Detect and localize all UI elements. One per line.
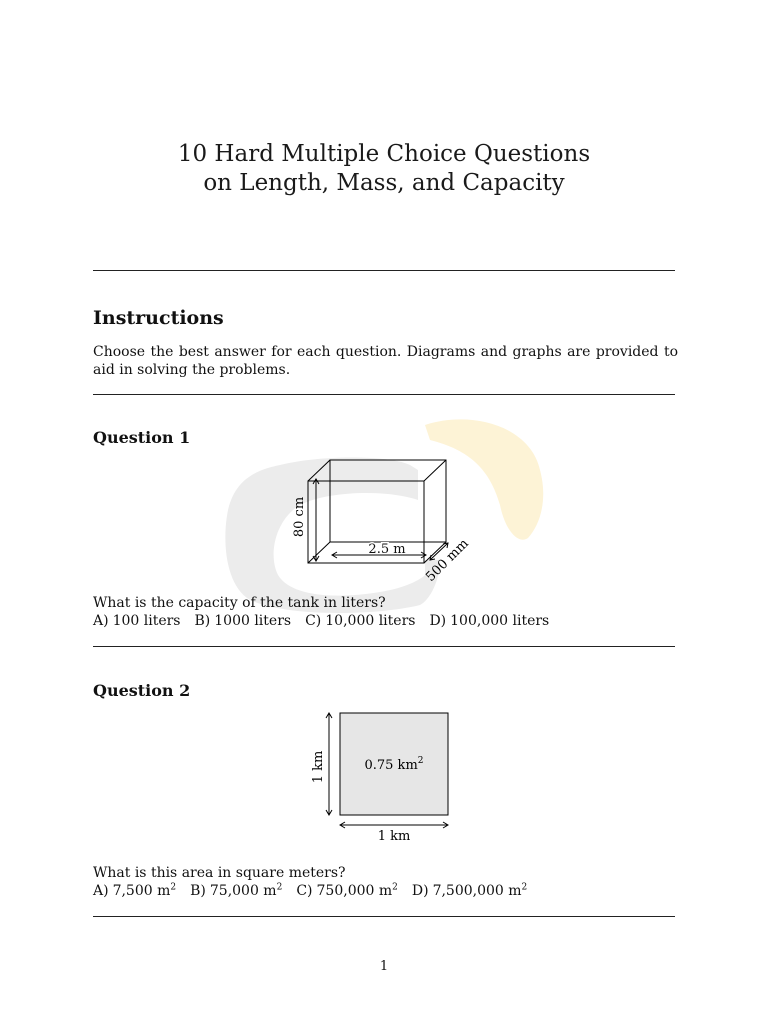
choice-text: 75,000 m [209, 883, 277, 899]
choice-letter: A) [93, 883, 109, 899]
choice-text: 7,500 m [112, 883, 171, 899]
choice-text: 7,500,000 m [432, 883, 522, 899]
choice-c[interactable] [305, 613, 415, 629]
tank-diagram [280, 455, 490, 585]
document-title-line-1: 10 Hard Multiple Choice Questions [177, 141, 591, 167]
document-title-line-2: on Length, Mass, and Capacity [203, 170, 565, 196]
choice-text: 750,000 m [316, 883, 393, 899]
choice-b[interactable] [195, 613, 292, 629]
question-2-heading: Question 2 [93, 681, 191, 700]
instructions-text: Choose the best answer for each question. Diagrams and graphs are provided to aid in solving the problems. [93, 344, 678, 378]
choice-a[interactable] [93, 613, 181, 629]
choice-letter: D) [429, 613, 447, 629]
area-value: 0.75 km [364, 758, 418, 773]
tank-length-label: 2.5 m [368, 542, 406, 557]
choice-letter: D) [411, 883, 429, 899]
choice-letter: C) [296, 883, 313, 899]
choice-superscript: 2 [521, 882, 528, 893]
divider [93, 394, 675, 395]
tank-depth-label: 500 mm [423, 536, 472, 585]
choice-superscript: 2 [392, 882, 398, 893]
choice-letter: B) [194, 613, 211, 629]
instructions-heading: Instructions [93, 307, 224, 329]
choice-letter: A) [93, 613, 109, 629]
question-1-text: What is the capacity of the tank in liters? [93, 595, 386, 611]
choice-b[interactable] [190, 883, 282, 899]
question-2-choices [93, 883, 527, 899]
choice-d[interactable] [412, 883, 527, 899]
square-side-label: 1 km [311, 750, 326, 784]
choice-text: 100 liters [112, 613, 181, 629]
choice-c[interactable] [296, 883, 398, 899]
question-1-choices [93, 613, 549, 629]
choice-text: 1000 liters [214, 613, 292, 629]
choice-a[interactable] [93, 883, 176, 899]
square-area-diagram [300, 705, 470, 850]
page-number: 1 [379, 959, 389, 974]
square-area-label [364, 756, 423, 773]
square-bottom-label: 1 km [377, 829, 411, 844]
divider [93, 646, 675, 647]
question-1-heading: Question 1 [93, 428, 191, 447]
area-superscript: 2 [417, 756, 424, 766]
choice-superscript: 2 [170, 882, 177, 893]
choice-text: 100,000 liters [450, 613, 550, 629]
choice-text: 10,000 liters [325, 613, 416, 629]
choice-letter: C) [305, 613, 322, 629]
question-2-text: What is this area in square meters? [93, 865, 346, 881]
tank-height-label: 80 cm [292, 496, 307, 538]
choice-superscript: 2 [276, 882, 283, 893]
divider [93, 916, 675, 917]
divider [93, 270, 675, 271]
choice-d[interactable] [429, 613, 549, 629]
choice-letter: B) [190, 883, 206, 899]
